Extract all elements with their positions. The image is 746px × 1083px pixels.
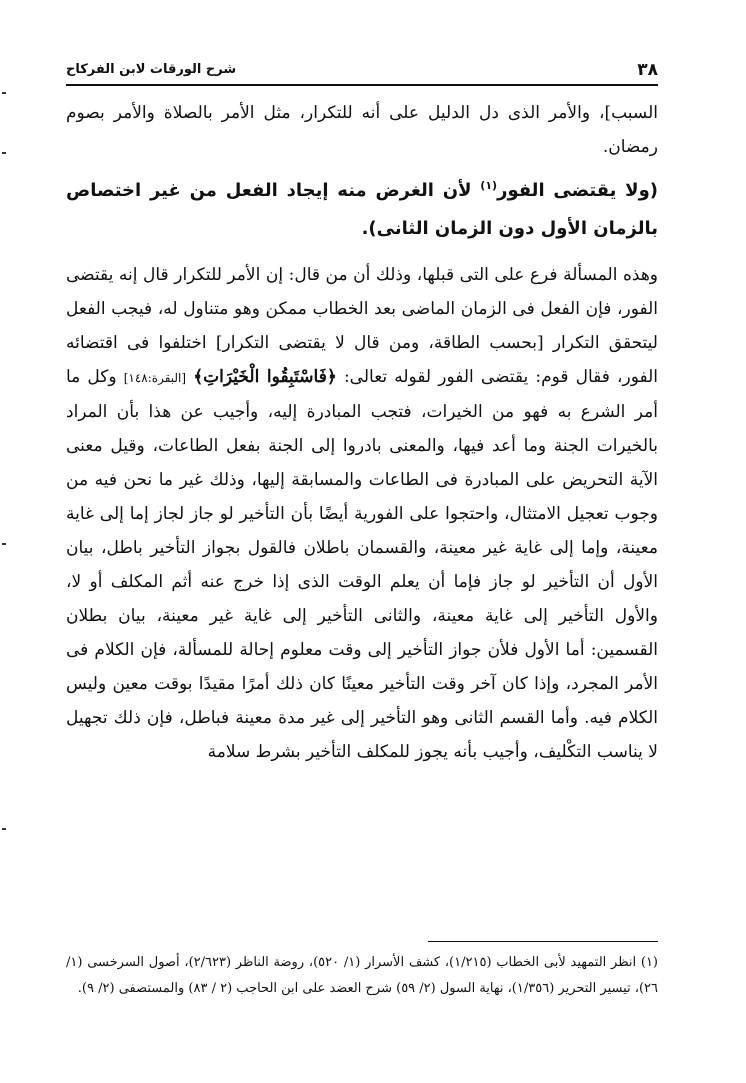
footnote-ref-1: (١) — [480, 179, 498, 192]
matn-text-start: (ولا يقتضى الفور — [497, 180, 658, 201]
verse-reference: [البقرة:١٤٨] — [123, 371, 187, 385]
running-head: شرح الورقات لابن الفركاح — [66, 62, 237, 77]
footnote-1: (١) انظر التمهيد لأبى الخطاب (١/٢١٥)، كشف الأسرار (١/ ٥٢٠)، روضة الناظر (٢/٦٢٣)، أصول السرخسى (١/ ٢٦)، تيسير التحرير (١/٣٥٦)، نهاية السول (٢/ ٥٩) شرح العضد على ابن الحاجب (٢ / ٨٣) والمستصفى (٢/ ٩). — [66, 955, 658, 996]
page-number: ٣٨ — [637, 60, 658, 80]
footnotes — [66, 950, 658, 1002]
page-header — [66, 58, 658, 82]
commentary-paragraph — [66, 258, 658, 769]
commentary-text-end: وكل ما أمر الشرع به فهو من الخيرات، فتجب المبادرة إليه، وأجيب عن هذا بأن المراد بالخيرات الجنة وما أعد فيها، والمعنى بادروا إلى الجنة بفعل الطاعات، وقيل معنى الآية التحريض على المبادرة فى الطاعات والمسابقة إليها، وذلك غير ما نحن فيه من وجوب تعجيل الامتثال، واحتجوا على الفورية أيضًا بأن التأخير لو جاز لجاز إما إلى غاية معينة، وإما إلى غاية غير معينة، والقسمان باطلان فالقول بجواز التأخير باطل، بيان الأول أن التأخير لو جاز فإما أن يعلم الوقت الذى إذا خرج عنه أثم المكلف أو لا، والأول التأخير إلى غاية معينة، والثانى التأخير إلى غاية غير معينة، بيان بطلان القسمين: أما الأول فلأن جواز التأخير إلى وقت معلوم إحالة للمسألة، فإن الكلام فى الأمر المجرد، وإذا كان آخر وقت التأخير معينًا كان ذلك أمرًا مقيدًا بوقت معين وليس الكلام فيه. وأما القسم الثانى وهو التأخير إلى غير مدة معينة فباطل، فإن ذلك تجهيل لا يناسب التكْليف، وأجيب بأنه يجوز للمكلف التأخير بشرط سلامة — [66, 367, 658, 762]
body-text — [66, 96, 658, 769]
commentary-text-start: وهذه المسألة فرع على التى قبلها، وذلك أن من قال: إن الأمر للتكرار قال إنه يقتضى الفور، فإن الفعل فى الزمان الماضى بعد الخطاب ممكن وهو متناول له، فيجب الفعل ليتحقق التكرار [بحسب الطاقة، ومن قال لا يقتضى التكرار] اختلفوا فى اقتضائه الفور، فقال قوم: يقتضى الفور لقوله تعالى: — [66, 265, 659, 387]
scan-edge-mark — [2, 92, 6, 94]
matn-text-end: لأن الغرض منه إيجاد الفعل من غير اختصاص بالزمان الأول دون الزمان الثانى). — [66, 180, 658, 239]
scan-edge-mark — [2, 543, 6, 545]
scan-edge-mark — [2, 828, 6, 830]
footnote-rule — [428, 941, 658, 942]
quran-verse: ﴿فَاسْتَبِقُوا الْخَيْرَاتِ﴾ — [193, 367, 337, 387]
matn-paragraph — [66, 172, 658, 248]
scan-edge-mark — [2, 152, 6, 154]
paragraph-1: السبب]، والأمر الذى دل الدليل على أنه للتكرار، مثل الأمر بالصلاة والأمر بصوم رمضان. — [66, 103, 658, 157]
header-rule — [66, 84, 658, 86]
